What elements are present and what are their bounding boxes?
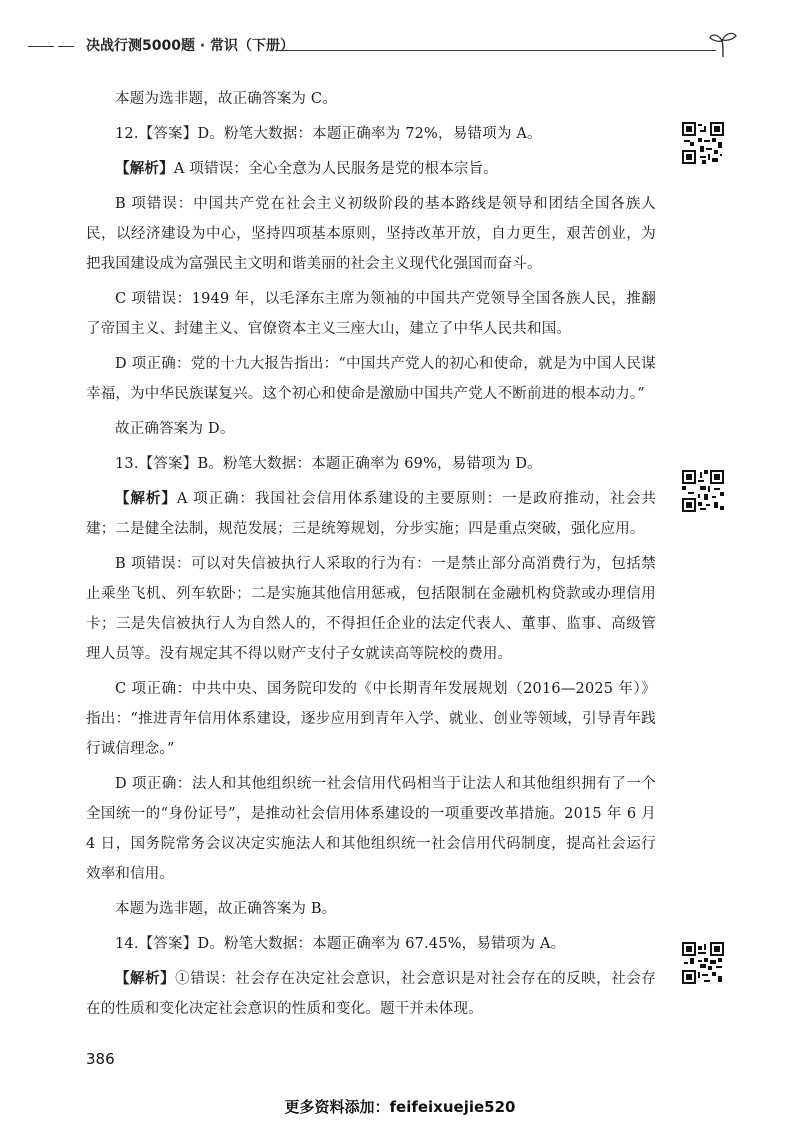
book-title: 决战行测5000题 · 常识（下册） (86, 38, 295, 54)
analysis-paragraph: 【解析】A 项正确：我国社会信用体系建设的主要原则：一是政府推动，社会共建；二是健全法制，规范发展；三是统筹规划，分步实施；四是重点突破，强化应用。 (86, 490, 656, 537)
page-header (0, 30, 760, 60)
page-number: 386 (86, 1050, 115, 1068)
qr-code-icon[interactable] (682, 122, 724, 164)
paragraph: C 项正确：中共中央、国务院印发的《中长期青年发展规划（2016—2025 年）》指出：“推进青年信用体系建设，逐步应用到青年入学、就业、创业等领域，引导青年践行诚信理念。” (86, 681, 656, 757)
header-dash (58, 46, 74, 47)
analysis-paragraph: 【解析】①错误：社会存在决定社会意识，社会意识是对社会存在的反映，社会存在的性质和变化决定社会意识的性质和变化。题干并未体现。 (86, 970, 656, 1017)
header-rule (278, 50, 716, 51)
paragraph: D 项正确：党的十九大报告指出：“中国共产党人的初心和使命，就是为中国人民谋幸福，为中华民族谋复兴。这个初心和使命是激励中国共产党人不断前进的根本动力。” (86, 356, 656, 402)
paragraph: C 项错误：1949 年，以毛泽东主席为领袖的中国共产党领导全国各族人民，推翻了帝国主义、封建主义、官僚资本主义三座大山，建立了中华人民共和国。 (86, 291, 656, 337)
footer-note: 更多资料添加：feifeixuejie520 (284, 1098, 516, 1116)
qr-code-icon[interactable] (682, 470, 724, 512)
paragraph: 本题为选非题，故正确答案为 C。 (115, 91, 337, 107)
answer-line-12: 12.【答案】D。粉笔大数据：本题正确率为 72%，易错项为 A。 (115, 126, 542, 142)
paragraph: 故正确答案为 D。 (115, 421, 235, 437)
answer-content (86, 84, 656, 1029)
paragraph: D 项正确：法人和其他组织统一社会信用代码相当于让法人和其他组织拥有了一个全国统一的“身份证号”，是推动社会信用体系建设的一项重要改革措施。2015 年 6 月 4 日，国务院常务会议决定实施法人和其他组织统一社会信用代码制度，提高社会运行效率和信用。 (86, 776, 656, 882)
paragraph: B 项错误：可以对失信被执行人采取的行为有：一是禁止部分高消费行为，包括禁止乘坐飞机、列车软卧；二是实施其他信用惩戒，包括限制在金融机构贷款或办理信用卡；三是失信被执行人为自然人的，不得担任企业的法定代表人、董事、监事、高级管理人员等。没有规定其不得以财产支付子女就读高等院校的费用。 (86, 556, 656, 662)
header-dash (28, 46, 54, 47)
answer-line-14: 14.【答案】D。粉笔大数据：本题正确率为 67.45%，易错项为 A。 (115, 936, 566, 952)
sprout-icon (708, 30, 738, 58)
answer-line-13: 13.【答案】B。粉笔大数据：本题正确率为 69%，易错项为 D。 (115, 456, 542, 472)
paragraph: 本题为选非题，故正确答案为 B。 (115, 901, 337, 917)
qr-code-icon[interactable] (682, 942, 724, 984)
paragraph: B 项错误：中国共产党在社会主义初级阶段的基本路线是领导和团结全国各族人民，以经济建设为中心，坚持四项基本原则，坚持改革开放，自力更生，艰苦创业，为把我国建设成为富强民主文明和谐美丽的社会主义现代化强国而奋斗。 (86, 196, 656, 272)
analysis-paragraph: 【解析】A 项错误：全心全意为人民服务是党的根本宗旨。 (115, 160, 498, 177)
